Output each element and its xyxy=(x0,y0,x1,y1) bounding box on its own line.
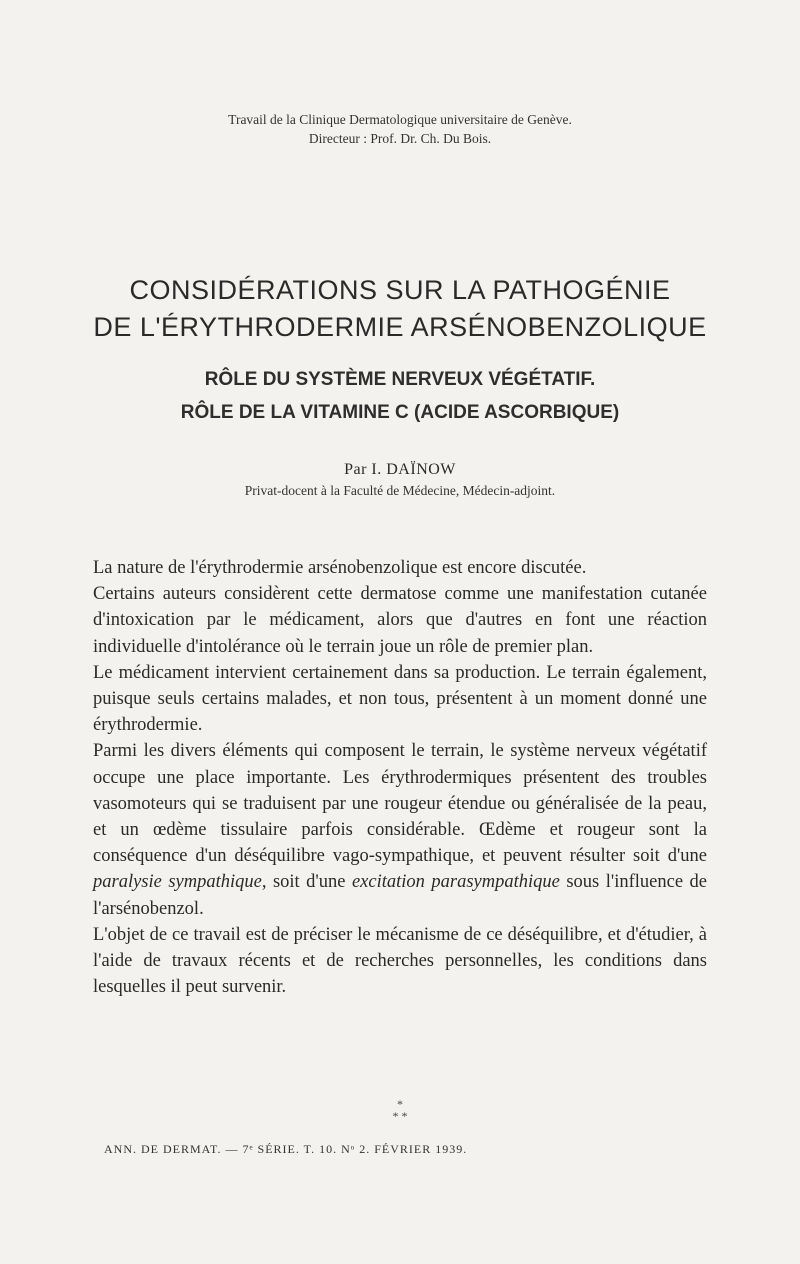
paragraph-5: L'objet de ce travail est de préciser le mécanisme de ce déséquilibre, et d'étudier, à l'aide de travaux récents et de recherches personnelles, les conditions dans lesquelles il peut survenir. xyxy=(93,924,707,998)
paragraph-2: Certains auteurs considèrent cette dermatose comme une manifestation cutanée d'intoxication par le médicament, alors que d'autres en font une réaction individuelle d'intolérance où le terrain joue un rôle de premier plan. xyxy=(93,584,707,657)
paragraph-1: La nature de l'érythrodermie arsénobenzolique est encore discutée. xyxy=(93,558,587,578)
journal-citation: ANN. DE DERMAT. — 7ᵉ SÉRIE. T. 10. Nᵒ 2. FÉVRIER 1939. xyxy=(104,1142,468,1156)
clinic-header xyxy=(0,110,800,148)
asterism xyxy=(0,1098,800,1122)
paragraph-4-text-b: , soit d'une xyxy=(261,872,352,893)
director-line: Directeur : Prof. Dr. Ch. Du Bois. xyxy=(308,131,492,146)
paragraph-3: Le médicament intervient certainement dans sa production. Le terrain également, puisque seuls certains malades, et non tous, présentent à un moment donné une érythrodermie. xyxy=(93,662,707,736)
paragraph-4 xyxy=(93,738,707,921)
title-line-2: DE L'ÉRYTHRODERMIE ARSÉNOBENZOLIQUE xyxy=(93,312,707,342)
asterism-top: * xyxy=(397,1097,403,1111)
article-body xyxy=(93,555,707,1000)
title-line-1: CONSIDÉRATIONS SUR LA PATHOGÉNIE xyxy=(129,275,671,305)
asterism-bottom: * * xyxy=(392,1109,408,1123)
author-block xyxy=(0,459,800,501)
subtitle-line-2: RÔLE DE LA VITAMINE C (ACIDE ASCORBIQUE) xyxy=(180,402,620,423)
article-subtitle xyxy=(0,363,800,429)
clinic-line: Travail de la Clinique Dermatologique universitaire de Genève. xyxy=(228,112,572,127)
subtitle-line-1: RÔLE DU SYSTÈME NERVEUX VÉGÉTATIF. xyxy=(204,369,596,390)
author-affiliation: Privat-docent à la Faculté de Médecine, Médecin-adjoint. xyxy=(244,483,556,498)
paragraph-4-text-c: sous l'influence de l'arsénobenzol. xyxy=(93,872,707,919)
paragraph-4-emphasis-2: excitation parasympathique xyxy=(351,872,560,893)
paragraph-4-emphasis-1: paralysie sympathique xyxy=(93,872,262,893)
paragraph-4-text-a: Parmi les divers éléments qui composent le terrain, le système nerveux végétatif occupe une place importante. Les érythrodermiques présentent des troubles vasomoteurs qui se traduisent par une rougeur étendue ou généralisée de la peau, et un œdème tissulaire parfois considérable. Œdème et rougeur sont la conséquence d'un déséquilibre vago-sympathique, et peuvent résulter soit d'une xyxy=(93,741,707,867)
author-name: Par I. DAÏNOW xyxy=(344,461,456,478)
article-title xyxy=(0,272,800,346)
